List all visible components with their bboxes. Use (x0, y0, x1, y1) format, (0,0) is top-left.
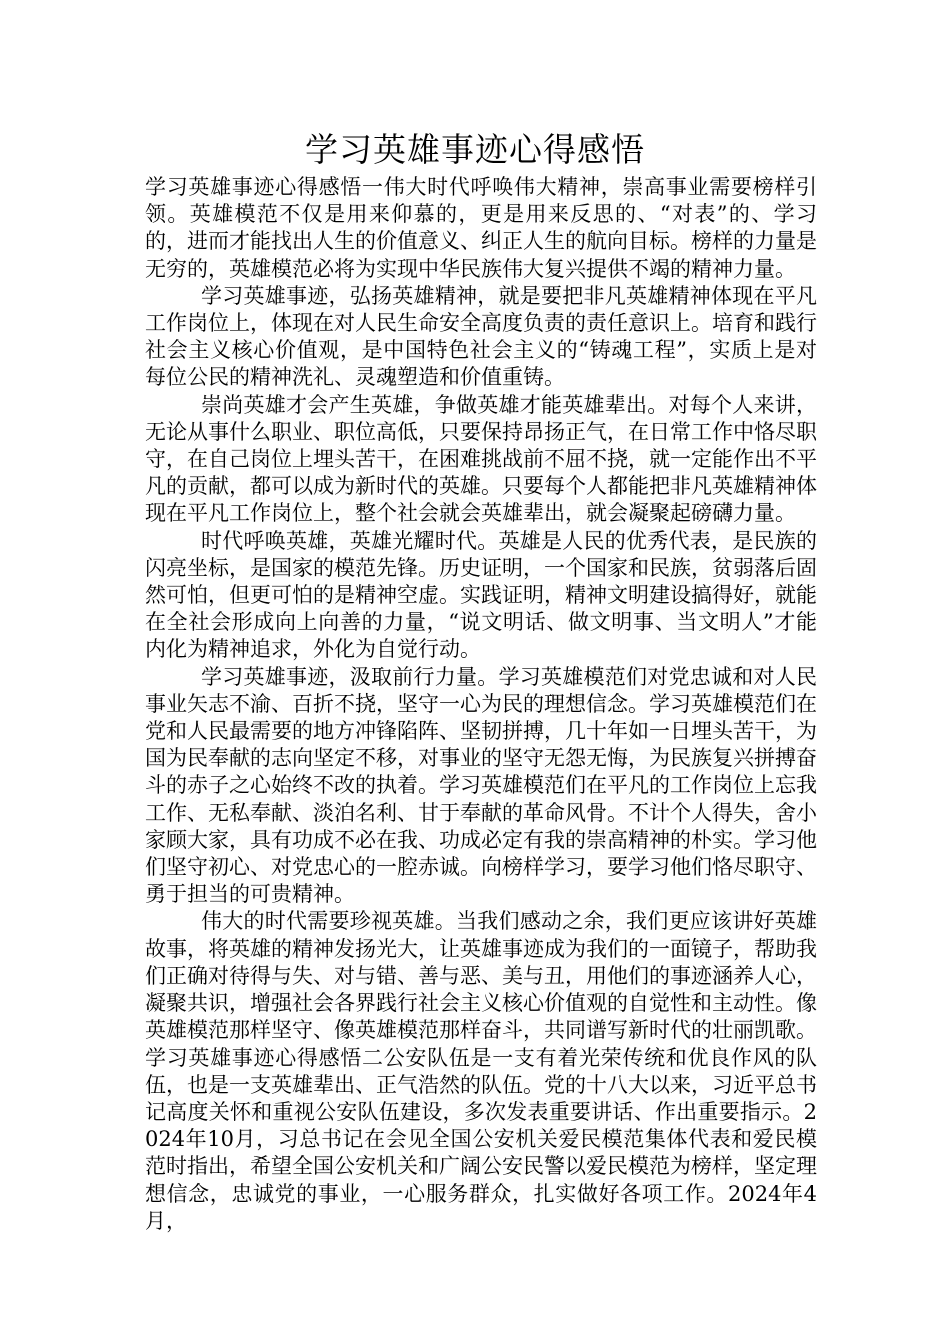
paragraph: 时代呼唤英雄，英雄光耀时代。英雄是人民的优秀代表，是民族的闪亮坐标，是国家的模范先锋。历史证明，一个国家和民族，贫弱落后固然可怕，但更可怕的是精神空虚。实践证明，精神文明建设搞得好，就能在全社会形成向上向善的力量，“说文明话、做文明事、当文明人”才能内化为精神追求，外化为自觉行动。 (145, 528, 817, 662)
paragraph: 学习英雄事迹，汲取前行力量。学习英雄模范们对党忠诚和对人民事业矢志不渝、百折不挠，坚守一心为民的理想信念。学习英雄模范们在党和人民最需要的地方冲锋陷阵、坚韧拼搏，几十年如一日埋头苦干，为国为民奉献的志向坚定不移，对事业的坚守无怨无悔，为民族复兴拼搏奋斗的赤子之心始终不改的执着。学习英雄模范们在平凡的工作岗位上忘我工作、无私奉献、淡泊名利、甘于奉献的革命风骨。不计个人得失，舍小家顾大家，具有功成不必在我、功成必定有我的崇高精神的朴实。学习他们坚守初心、对党忠心的一腔赤诚。向榜样学习，要学习他们恪尽职守、勇于担当的可贵精神。 (145, 664, 817, 907)
paragraph-intro: 学习英雄事迹心得感悟一伟大时代呼唤伟大精神，崇高事业需要榜样引领。英雄模范不仅是用来仰慕的，更是用来反思的、“对表”的、学习的，进而才能找出人生的价值意义、纠正人生的航向目标。榜样的力量是无穷的，英雄模范必将为实现中华民族伟大复兴提供不竭的精神力量。 (145, 175, 817, 281)
paragraph: 伟大的时代需要珍视英雄。当我们感动之余，我们更应该讲好英雄故事，将英雄的精神发扬光大，让英雄事迹成为我们的一面镜子，帮助我们正确对待得与失、对与错、善与恶、美与丑，用他们的事迹涵养人心，凝聚共识，增强社会各界践行社会主义核心价值观的自觉性和主动性。像英雄模范那样坚守、像英雄模范那样奋斗，共同谱写新时代的壮丽凯歌。学习英雄事迹心得感悟二公安队伍是一支有着光荣传统和优良作风的队伍，也是一支英雄辈出、正气浩然的队伍。党的十八大以来，习近平总书记高度关怀和重视公安队伍建设，多次发表重要讲话、作出重要指示。2024年10月，习总书记在会见全国公安机关爱民模范集体代表和爱民模范时指出，希望全国公安机关和广阔公安民警以爱民模范为榜样，坚定理想信念，忠诚党的事业，一心服务群众，扎实做好各项工作。2024年4月， (145, 909, 817, 1233)
document-body (145, 174, 817, 1235)
paragraph: 崇尚英雄才会产生英雄，争做英雄才能英雄辈出。对每个人来讲，无论从事什么职业、职位高低，只要保持昂扬正气，在日常工作中恪尽职守，在自己岗位上埋头苦干，在困难挑战前不屈不挠，就一定能作出不平凡的贡献，都可以成为新时代的英雄。只要每个人都能把非凡英雄精神体现在平凡工作岗位上，整个社会就会英雄辈出，就会凝聚起磅礴力量。 (145, 392, 817, 526)
paragraph: 学习英雄事迹，弘扬英雄精神，就是要把非凡英雄精神体现在平凡工作岗位上，体现在对人民生命安全高度负责的责任意识上。培育和践行社会主义核心价值观，是中国特色社会主义的“铸魂工程”，实质上是对每位公民的精神洗礼、灵魂塑造和价值重铸。 (145, 283, 817, 390)
document-title: 学习英雄事迹心得感悟 (305, 130, 645, 169)
